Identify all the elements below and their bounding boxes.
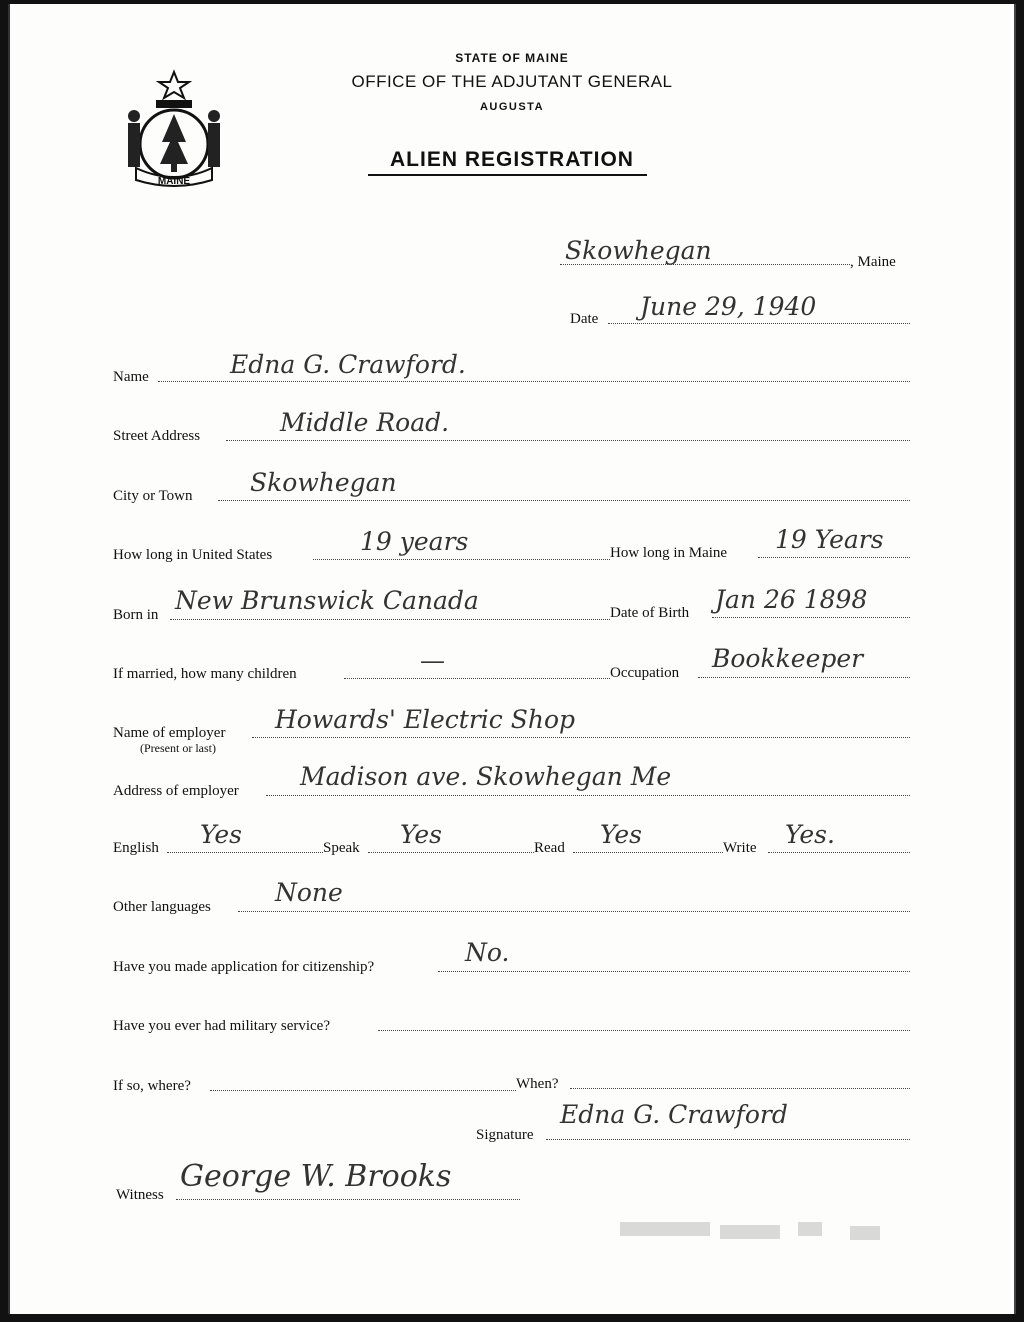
date-label: Date: [570, 311, 599, 327]
street-label: Street Address: [113, 428, 201, 444]
witness-line: [176, 1199, 520, 1200]
us-years-label: How long in United States: [113, 547, 273, 563]
other-languages-line: [238, 911, 910, 912]
name-label: Name: [113, 369, 149, 385]
signature-line: [546, 1139, 910, 1140]
when-line: [570, 1088, 910, 1089]
other-languages-label: Other languages: [113, 899, 211, 915]
where-line: [210, 1090, 516, 1091]
write-line: [768, 852, 910, 853]
employer-address-value[interactable]: Madison ave. Skowhegan Me: [300, 762, 672, 791]
dob-value[interactable]: Jan 26 1898: [715, 585, 868, 614]
occupation-label: Occupation: [610, 665, 680, 681]
form-sheet: [8, 4, 1016, 1314]
us-years-line: [313, 559, 610, 560]
name-value[interactable]: Edna G. Crawford.: [230, 350, 466, 379]
citizenship-value[interactable]: No.: [465, 938, 510, 967]
dob-line: [712, 617, 910, 618]
place-value[interactable]: Skowhegan: [565, 236, 712, 265]
write-label: Write: [723, 840, 757, 856]
street-value[interactable]: Middle Road.: [280, 408, 450, 437]
english-line: [167, 852, 323, 853]
state-heading: STATE OF MAINE: [455, 51, 569, 65]
employer-label: Name of employer: [113, 725, 226, 741]
children-label: If married, how many children: [113, 666, 297, 682]
me-years-value[interactable]: 19 Years: [775, 525, 884, 554]
military-label: Have you ever had military service?: [113, 1018, 330, 1034]
date-line: [608, 323, 910, 324]
employer-address-line: [266, 795, 910, 796]
signature-label: Signature: [476, 1127, 534, 1143]
children-value[interactable]: —: [420, 646, 445, 675]
citizenship-line: [438, 971, 910, 972]
read-value[interactable]: Yes: [600, 820, 642, 849]
speak-label: Speak: [323, 840, 360, 856]
where-label: If so, where?: [113, 1078, 191, 1094]
me-years-line: [758, 557, 910, 558]
children-line: [344, 678, 610, 679]
employer-sublabel: (Present or last): [140, 741, 216, 755]
us-years-value[interactable]: 19 years: [360, 527, 469, 556]
office-heading: OFFICE OF THE ADJUTANT GENERAL: [351, 72, 673, 91]
employer-address-label: Address of employer: [113, 783, 239, 799]
seal-banner-text: MAINE: [157, 176, 191, 187]
born-value[interactable]: New Brunswick Canada: [175, 586, 479, 615]
city-heading: AUGUSTA: [479, 101, 545, 113]
form-title: ALIEN REGISTRATION: [390, 148, 634, 171]
born-line: [170, 619, 610, 620]
speak-line: [368, 852, 534, 853]
citizenship-label: Have you made application for citizenship?: [113, 959, 375, 975]
witness-label: Witness: [116, 1187, 164, 1203]
occupation-line: [698, 677, 910, 678]
other-languages-value[interactable]: None: [275, 878, 343, 907]
me-years-label: How long in Maine: [610, 545, 728, 561]
witness-value[interactable]: George W. Brooks: [180, 1159, 452, 1194]
english-label: English: [113, 840, 159, 856]
employer-value[interactable]: Howards' Electric Shop: [275, 705, 576, 734]
speak-value[interactable]: Yes: [400, 820, 442, 849]
title-underline: [368, 174, 647, 176]
signature-value[interactable]: Edna G. Crawford: [560, 1100, 788, 1129]
date-value[interactable]: June 29, 1940: [640, 292, 817, 321]
city-value[interactable]: Skowhegan: [250, 468, 397, 497]
write-value[interactable]: Yes.: [785, 820, 835, 849]
name-line: [158, 381, 910, 382]
read-label: Read: [534, 840, 565, 856]
occupation-value[interactable]: Bookkeeper: [712, 644, 864, 673]
city-line: [218, 500, 910, 501]
city-label: City or Town: [113, 488, 193, 504]
street-line: [226, 440, 910, 441]
dob-label: Date of Birth: [610, 605, 690, 621]
english-value[interactable]: Yes: [200, 820, 242, 849]
faded-stamp: [620, 1222, 880, 1240]
military-line: [378, 1030, 910, 1031]
employer-line: [252, 737, 910, 738]
born-label: Born in: [113, 607, 159, 623]
state-suffix: , Maine: [850, 254, 896, 270]
read-line: [573, 852, 723, 853]
when-label: When?: [516, 1076, 559, 1092]
